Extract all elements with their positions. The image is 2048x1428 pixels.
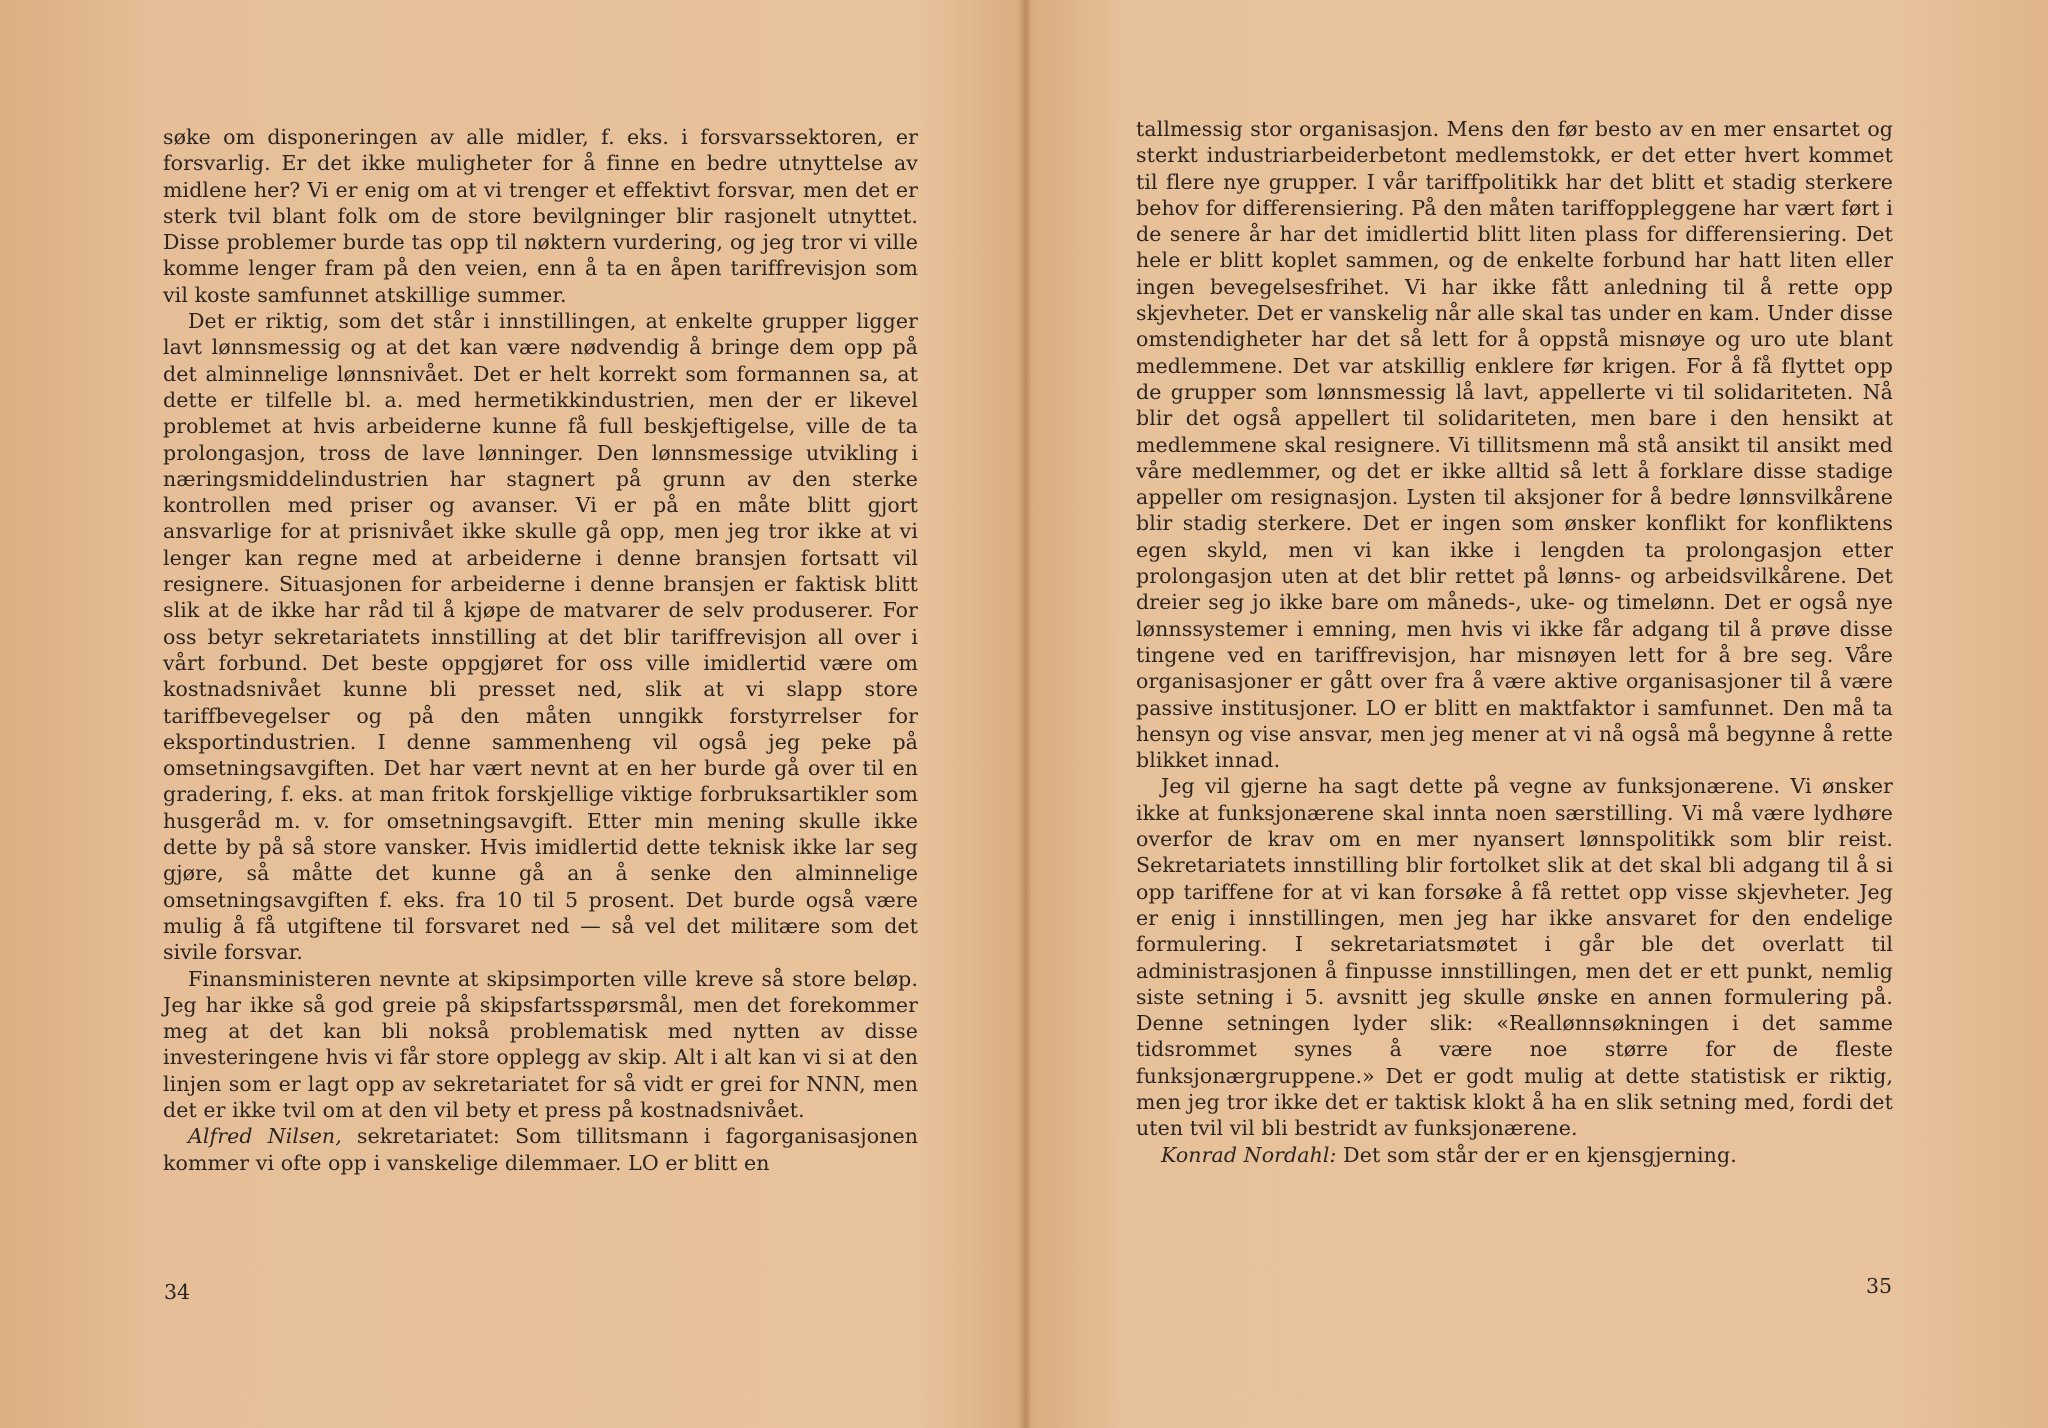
right-page-text xyxy=(1136,116,1893,1168)
paragraph-text: Det som står der er en kjensgjerning. xyxy=(1336,1142,1737,1167)
paragraph xyxy=(1136,1142,1893,1168)
paragraph xyxy=(163,124,918,308)
page-number: 35 xyxy=(1866,1274,1893,1298)
paragraph-text: Finansministeren nevnte at skipsimporten ville kreve så store beløp. Jeg har ikke så god greie på skipsfartsspørsmål, men det forekommer meg at det kan bli nokså problematisk med nytten av disse investeringene hvis vi får store opplegg av skip. Alt i alt kan vi si at den linjen som er lagt opp av sekretariatet for så vidt er grei for NNN, men det er ikke tvil om at den vil bety et press på kostnadsnivået. xyxy=(163,966,918,1122)
page-number: 34 xyxy=(164,1280,191,1304)
left-page xyxy=(0,0,1020,1428)
paragraph xyxy=(163,966,918,1124)
right-page xyxy=(1028,0,2048,1428)
paragraph-text: Det er riktig, som det står i innstillingen, at enkelte grupper ligger lavt lønnsmessig og at det kan være nødvendig å bringe dem opp på det alminnelige lønnsnivået. Det er helt korrekt som formannen sa, at dette er tilfelle bl. a. med hermetikkindustrien, men der er likevel problemet at hvis arbeiderne kunne få full beskjeftigelse, ville de ta prolongasjon, tross de lave lønninger. Den lønnsmessige utvikling i næringsmiddelindustrien har stagnert på grunn av den sterke kontrollen med priser og avanser. Vi er på en måte blitt gjort ansvarlige for at prisnivået ikke skulle gå opp, men jeg tror ikke at vi lenger kan regne med at arbeiderne i denne bransjen fortsatt vil resignere. Situasjonen for arbeiderne i denne bransjen er faktisk blitt slik at de ikke har råd til å kjøpe de matvarer de selv produserer. For oss betyr sekretariatets innstilling at det blir tariffrevisjon all over i vårt forbund. Det beste oppgjøret for oss ville imidlertid være om kostnadsnivået kunne bli presset ned, slik at vi slapp store tariffbevegelser og på den måten unngikk forstyrrelser for eksportindustrien. I denne sammenheng vil også jeg peke på omsetningsavgiften. Det har vært nevnt at en her burde gå over til en gradering, f. eks. at man fritok forskjellige viktige forbruksartikler som husgeråd m. v. for omsetningsavgift. Etter min mening skulle ikke dette by på så store vansker. Hvis imidlertid dette teknisk ikke lar seg gjøre, så måtte det kunne gå an å senke den alminnelige omsetningsavgiften f. eks. fra 10 til 5 prosent. Det burde også være mulig å få utgiftene til forsvaret ned — så vel det militære som det sivile forsvar. xyxy=(163,309,918,965)
paragraph-text: tallmessig stor organisasjon. Mens den før besto av en mer ensartet og sterkt industriarbeiderbetont medlemstokk, er det etter hvert kommet til flere nye grupper. I vår tariffpolitikk har det blitt et stadig sterkere behov for differensiering. På den måten tariffoppleggene har vært ført i de senere år har det imidlertid blitt liten plass for differensiering. Det hele er blitt koplet sammen, og de enkelte forbund har hatt liten eller ingen bevegelsesfrihet. Vi har ikke fått anledning til å rette opp skjevheter. Det er vanskelig når alle skal tas under en kam. Under disse omstendigheter har det så lett for å oppstå misnøye og uro ute blant medlemmene. Det var atskillig enklere før krigen. For å få flyttet opp de grupper som lønnsmessig lå lavt, appellerte vi til solidariteten. Nå blir det også appellert til solidariteten, men bare i den hensikt at medlemmene skal resignere. Vi tillitsmenn må stå ansikt til ansikt med våre medlemmer, og det er ikke alltid så lett å forklare disse stadige appeller om resignasjon. Lysten til aksjoner for å bedre lønnsvilkårene blir stadig sterkere. Det er ingen som ønsker konflikt for konfliktens egen skyld, men vi kan ikke i lengden ta prolongasjon etter prolongasjon uten at det blir rettet på lønns- og arbeidsvilkårene. Det dreier seg jo ikke bare om måneds-, uke- og timelønn. Det er også nye lønnssystemer i emning, men hvis vi ikke får adgang til å prøve disse tingene ved en tariffrevisjon, har misnøyen lett for å bre seg. Våre organisasjoner er gått over fra å være aktive organisasjoner til å være passive institusjoner. LO er blitt en maktfaktor i samfunnet. Den må ta hensyn og vise ansvar, men jeg mener at vi nå også må begynne å rette blikket innad. xyxy=(1136,117,1893,773)
left-page-text xyxy=(163,124,918,1176)
paragraph-text: Jeg vil gjerne ha sagt dette på vegne av funksjonærene. Vi ønsker ikke at funksjonærene skal innta noen særstilling. Vi må være lydhøre overfor de krav om en mer nyansert lønnspolitikk som blir reist. Sekretariatets innstilling blir fortolket slik at det skal bli adgang til å si opp tariffene for at vi kan forsøke å få rettet opp visse skjevheter. Jeg er enig i innstillingen, men jeg har ikke ansvaret for den endelige formulering. I sekretariatsmøtet i går ble det overlatt til administrasjonen å finpusse innstillingen, men det er ett punkt, nemlig siste setning i 5. avsnitt jeg skulle ønske en annen formulering på. Denne setningen lyder slik: «Reallønnsøkningen i det samme tidsrommet synes å være noe større for de fleste funksjonærgruppene.» Det er godt mulig at dette statistisk er riktig, men jeg tror ikke det er taktisk klokt å ha en slik setning med, fordi det uten tvil vil bli bestridt av funksjonærene. xyxy=(1136,774,1893,1141)
paragraph-text: sekretariatet: Som tillitsmann i fagorganisasjonen kommer vi ofte opp i vanskelige dilemmaer. LO er blitt en xyxy=(163,1124,918,1175)
paragraph xyxy=(163,308,918,965)
speaker-name: Alfred Nilsen, xyxy=(188,1124,342,1149)
paragraph xyxy=(163,1123,918,1176)
paragraph xyxy=(1136,773,1893,1141)
paragraph xyxy=(1136,116,1893,773)
speaker-name: Konrad Nordahl: xyxy=(1161,1142,1337,1167)
paragraph-text: søke om disponeringen av alle midler, f. eks. i forsvarssektoren, er forsvarlig. Er det ikke muligheter for å finne en bedre utnyttelse av midlene her? Vi er enig om at vi trenger et effektivt forsvar, men det er sterk tvil blant folk om de store bevilgninger blir rasjonelt utnyttet. Disse problemer burde tas opp til nøktern vurdering, og jeg tror vi ville komme lenger fram på den veien, enn å ta en åpen tariffrevisjon som vil koste samfunnet atskillige summer. xyxy=(163,125,918,307)
